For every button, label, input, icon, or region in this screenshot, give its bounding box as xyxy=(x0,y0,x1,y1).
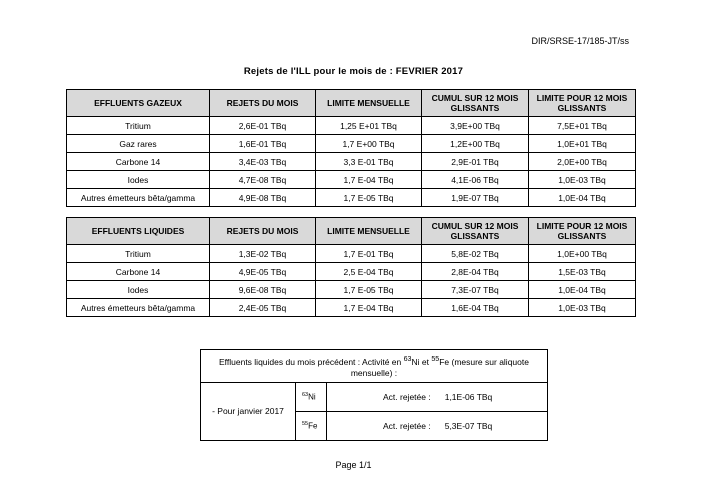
cell-limite: 2,5 E-04 TBq xyxy=(316,263,422,281)
ni-activity-value: 1,1E-06 TBq xyxy=(444,391,493,402)
note-heading-and: et xyxy=(419,356,432,367)
table-row xyxy=(67,189,636,207)
cell-limite12: 1,0E+01 TBq xyxy=(529,135,636,153)
fe-activity-value: 5,3E-07 TBq xyxy=(444,420,493,431)
row-label: Tritium xyxy=(67,117,210,135)
cell-cumul: 2,8E-04 TBq xyxy=(422,263,529,281)
note-heading-suffix: (mesure sur aliquote mensuelle) : xyxy=(350,356,529,378)
column-header-limite: LIMITE MENSUELLE xyxy=(316,218,422,245)
cell-limite12: 1,0E+00 TBq xyxy=(529,245,636,263)
cell-limite: 1,7 E-05 TBq xyxy=(316,189,422,207)
cell-rejets: 1,3E-02 TBq xyxy=(210,245,316,263)
isotope-fe xyxy=(296,412,327,440)
table-row xyxy=(67,263,636,281)
row-label: Gaz rares xyxy=(67,135,210,153)
column-header-limite12: LIMITE POUR 12 MOIS GLISSANTS xyxy=(529,90,636,117)
column-header-cumul: CUMUL SUR 12 MOIS GLISSANTS xyxy=(422,90,529,117)
cell-limite: 1,7 E+00 TBq xyxy=(316,135,422,153)
ni-activity xyxy=(327,383,547,412)
table-row xyxy=(67,245,636,263)
cell-limite: 1,7 E-04 TBq xyxy=(316,299,422,317)
cell-cumul: 1,9E-07 TBq xyxy=(422,189,529,207)
liquid-effluents-table xyxy=(66,217,636,317)
cell-cumul: 1,6E-04 TBq xyxy=(422,299,529,317)
cell-rejets: 2,4E-05 TBq xyxy=(210,299,316,317)
cell-limite: 3,3 E-01 TBq xyxy=(316,153,422,171)
row-label: Iodes xyxy=(67,281,210,299)
cell-cumul: 4,1E-06 TBq xyxy=(422,171,529,189)
cell-limite12: 1,0E-03 TBq xyxy=(529,171,636,189)
ni-mass-number: 63 xyxy=(403,355,412,363)
fe-activity xyxy=(327,412,547,440)
cell-rejets: 4,9E-05 TBq xyxy=(210,263,316,281)
ni-symbol: Ni xyxy=(411,356,420,367)
page-title: Rejets de l'ILL pour le mois de : FEVRIER 2017 xyxy=(243,66,464,77)
table-header-row xyxy=(67,218,636,245)
column-header-rejets: REJETS DU MOIS xyxy=(210,218,316,245)
category-header: EFFLUENTS LIQUIDES xyxy=(67,218,210,245)
table-row xyxy=(67,117,636,135)
fe-symbol: Fe xyxy=(308,421,318,431)
cell-limite12: 1,0E-04 TBq xyxy=(529,281,636,299)
cell-limite12: 2,0E+00 TBq xyxy=(529,153,636,171)
cell-cumul: 2,9E-01 TBq xyxy=(422,153,529,171)
table-row xyxy=(67,299,636,317)
cell-rejets: 9,6E-08 TBq xyxy=(210,281,316,299)
column-header-limite: LIMITE MENSUELLE xyxy=(316,90,422,117)
note-heading-prefix: Effluents liquides du mois précédent : Activité en xyxy=(219,356,404,367)
fe-symbol: Fe xyxy=(439,356,450,367)
column-header-cumul: CUMUL SUR 12 MOIS GLISSANTS xyxy=(422,218,529,245)
page-number: Page 1/1 xyxy=(335,460,372,470)
cell-limite12: 7,5E+01 TBq xyxy=(529,117,636,135)
cell-limite12: 1,0E-03 TBq xyxy=(529,299,636,317)
table-row xyxy=(67,281,636,299)
cell-limite: 1,7 E-01 TBq xyxy=(316,245,422,263)
table-row xyxy=(67,171,636,189)
cell-limite12: 1,5E-03 TBq xyxy=(529,263,636,281)
cell-rejets: 4,9E-08 TBq xyxy=(210,189,316,207)
column-header-limite12: LIMITE POUR 12 MOIS GLISSANTS xyxy=(529,218,636,245)
row-label: Tritium xyxy=(67,245,210,263)
activity-label: Act. rejetée : xyxy=(383,391,431,402)
ni-symbol: Ni xyxy=(308,392,316,402)
cell-rejets: 2,6E-01 TBq xyxy=(210,117,316,135)
ni-mass-number: 63 xyxy=(302,391,309,398)
row-label: Iodes xyxy=(67,171,210,189)
cell-limite: 1,7 E-05 TBq xyxy=(316,281,422,299)
table-header-row xyxy=(67,90,636,117)
previous-month-note xyxy=(200,349,548,441)
fe-mass-number: 55 xyxy=(302,420,309,427)
cell-limite: 1,7 E-04 TBq xyxy=(316,171,422,189)
cell-cumul: 7,3E-07 TBq xyxy=(422,281,529,299)
table-row xyxy=(67,135,636,153)
column-header-rejets: REJETS DU MOIS xyxy=(210,90,316,117)
cell-rejets: 3,4E-03 TBq xyxy=(210,153,316,171)
isotope-ni xyxy=(296,383,327,412)
row-label: Carbone 14 xyxy=(67,263,210,281)
cell-cumul: 1,2E+00 TBq xyxy=(422,135,529,153)
cell-cumul: 3,9E+00 TBq xyxy=(422,117,529,135)
cell-rejets: 1,6E-01 TBq xyxy=(210,135,316,153)
cell-cumul: 5,8E-02 TBq xyxy=(422,245,529,263)
category-header: EFFLUENTS GAZEUX xyxy=(67,90,210,117)
fe-mass-number: 55 xyxy=(431,355,440,363)
cell-rejets: 4,7E-08 TBq xyxy=(210,171,316,189)
note-period: - Pour janvier 2017 xyxy=(201,383,296,440)
cell-limite12: 1,0E-04 TBq xyxy=(529,189,636,207)
row-label: Autres émetteurs bêta/gamma xyxy=(67,189,210,207)
document-reference: DIR/SRSE-17/185-JT/ss xyxy=(531,36,629,46)
cell-limite: 1,25 E+01 TBq xyxy=(316,117,422,135)
activity-label: Act. rejetée : xyxy=(383,420,431,431)
note-heading xyxy=(201,350,547,383)
row-label: Autres émetteurs bêta/gamma xyxy=(67,299,210,317)
gaseous-effluents-table xyxy=(66,89,636,207)
row-label: Carbone 14 xyxy=(67,153,210,171)
table-row xyxy=(67,153,636,171)
